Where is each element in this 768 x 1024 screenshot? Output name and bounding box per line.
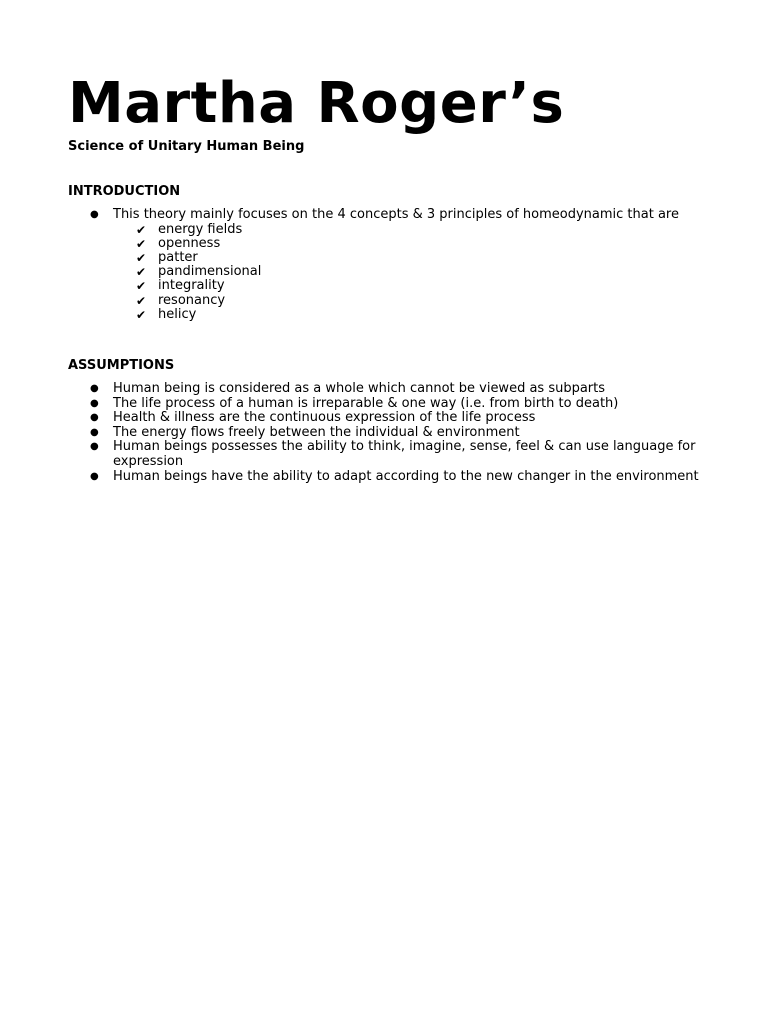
bullet-dot-icon: ● <box>90 426 99 438</box>
bullet-dot-icon: ● <box>90 383 99 394</box>
checklist-item-label: pandimensional <box>158 264 262 280</box>
list-item <box>0 397 713 412</box>
concepts-checklist <box>113 223 713 322</box>
assumption-text: Human being is considered as a whole which cannot be viewed as subparts <box>113 381 606 396</box>
assumption-text: Human beings possesses the ability to think, imagine, sense, feel & can use language for expression <box>113 439 696 469</box>
list-item <box>0 470 713 485</box>
checklist-item-label: patter <box>158 250 198 265</box>
list-item <box>0 382 713 397</box>
assumptions-heading: ASSUMPTIONS <box>68 358 175 373</box>
list-item <box>0 208 713 322</box>
assumption-text: Health & illness are the continuous expression of the life process <box>113 410 536 426</box>
bullet-dot-icon: ● <box>90 209 99 220</box>
page-subtitle: Science of Unitary Human Being <box>68 139 305 154</box>
assumption-text: Human beings have the ability to adapt according to the new changer in the environment <box>113 468 699 484</box>
introduction-bullet-text: This theory mainly focuses on the 4 concepts & 3 principles of homeodynamic that are <box>113 207 679 222</box>
checklist-item <box>0 279 713 293</box>
checklist-item-label: integrality <box>158 278 225 294</box>
page-title: Martha Roger’s <box>68 71 565 136</box>
assumption-text: The life process of a human is irreparable & one way (i.e. from birth to death) <box>113 395 619 411</box>
checklist-item-label: helicy <box>158 306 197 322</box>
checkmark-icon: ✔ <box>136 222 147 237</box>
checklist-item <box>0 308 713 322</box>
bullet-dot-icon: ● <box>90 397 99 409</box>
checklist-item-label: resonancy <box>158 292 226 308</box>
list-item <box>0 426 713 441</box>
list-item <box>0 440 713 469</box>
checklist-item <box>0 237 713 251</box>
checklist-item-label: openness <box>158 235 221 251</box>
introduction-list <box>0 208 713 322</box>
checkmark-icon: ✔ <box>136 251 147 265</box>
assumptions-list <box>0 382 713 484</box>
checklist-item-label: energy fields <box>158 221 243 237</box>
bullet-dot-icon: ● <box>90 470 99 482</box>
bullet-dot-icon: ● <box>90 412 99 424</box>
assumption-text: The energy flows freely between the individual & environment <box>113 424 520 440</box>
checklist-item <box>0 223 713 237</box>
introduction-heading: INTRODUCTION <box>68 184 181 199</box>
checkmark-icon: ✔ <box>136 279 147 294</box>
checklist-item <box>0 265 713 279</box>
checklist-item <box>0 251 713 265</box>
checkmark-icon: ✔ <box>136 265 147 280</box>
checkmark-icon: ✔ <box>136 293 147 308</box>
checkmark-icon: ✔ <box>136 307 147 322</box>
bullet-dot-icon: ● <box>90 441 99 453</box>
checkmark-icon: ✔ <box>136 236 147 251</box>
checklist-item <box>0 294 713 308</box>
list-item <box>0 411 713 426</box>
